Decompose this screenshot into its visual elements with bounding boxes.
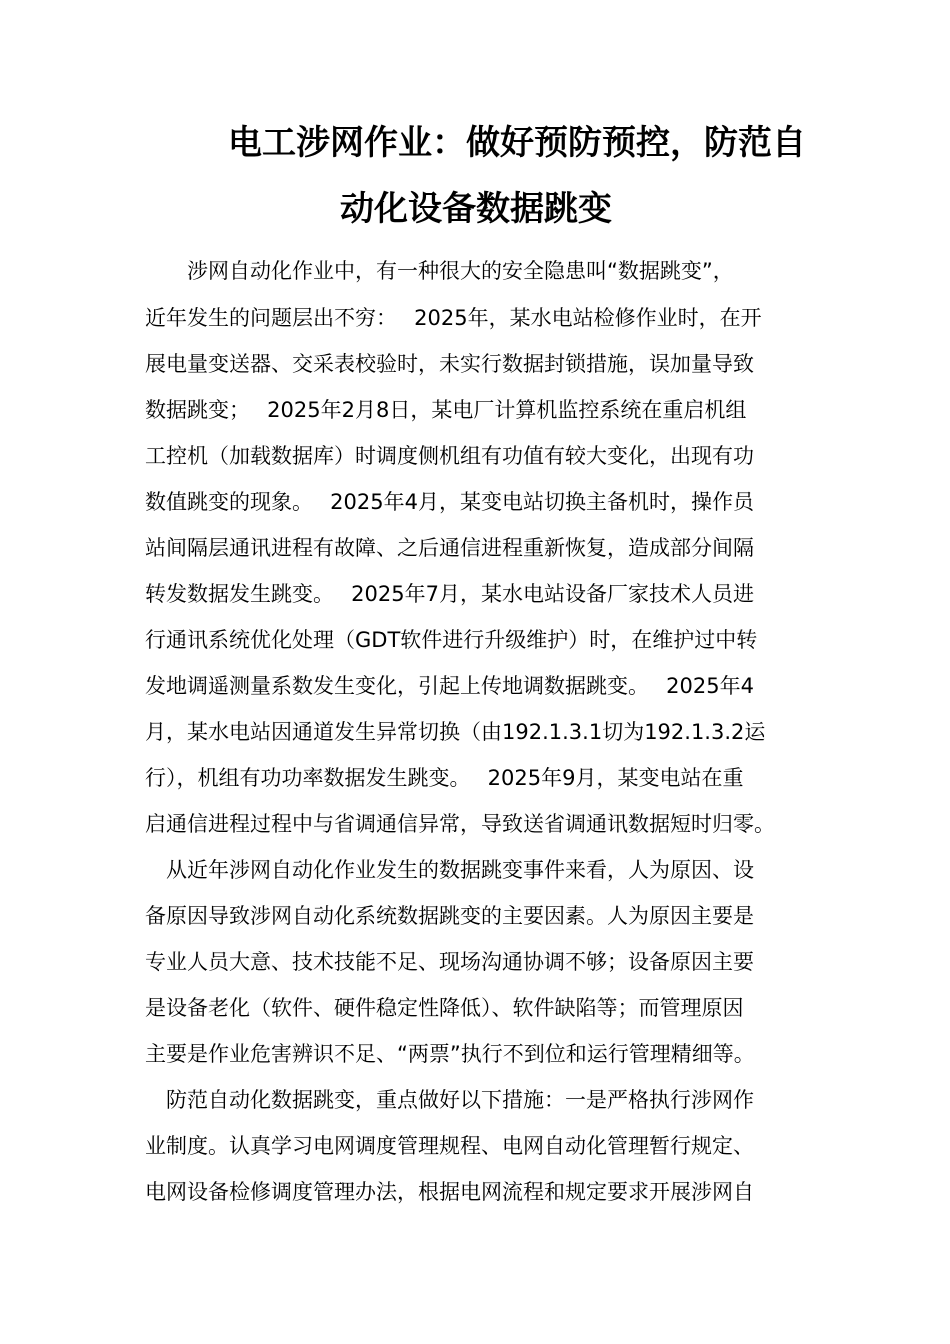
document-title-line-2: 动化设备数据跳变 <box>340 189 612 229</box>
body-line-17: 是设备老化（软件、硬件稳定性降低）、软件缺陷等；而管理原因 <box>145 996 744 1020</box>
body-line-20: 业制度。认真学习电网调度管理规程、电网自动化管理暂行规定、 <box>145 1134 754 1158</box>
body-line-4: 数据跳变； 2025年2月8日，某电厂计算机监控系统在重启机组 <box>145 398 747 422</box>
body-line-15: 备原因导致涉网自动化系统数据跳变的主要因素。人为原因主要是 <box>145 904 754 928</box>
body-line-21: 电网设备检修调度管理办法，根据电网流程和规定要求开展涉网自 <box>145 1180 754 1204</box>
body-line-16: 专业人员大意、技术技能不足、现场沟通协调不够；设备原因主要 <box>145 950 754 974</box>
body-line-18: 主要是作业危害辨识不足、“两票”执行不到位和运行管理精细等。 <box>145 1042 755 1066</box>
body-line-7: 站间隔层通讯进程有故障、之后通信进程重新恢复，造成部分间隔 <box>145 536 754 560</box>
body-line-6: 数值跳变的现象。 2025年4月，某变电站切换主备机时，操作员 <box>145 490 754 514</box>
document-title-line-1: 电工涉网作业：做好预防预控，防范自 <box>228 123 806 163</box>
body-line-13: 启通信进程过程中与省调通信异常，导致送省调通讯数据短时归零。 <box>145 812 775 836</box>
body-line-9: 行通讯系统优化处理（GDT软件进行升级维护）时，在维护过中转 <box>145 628 758 652</box>
body-line-10: 发地调遥测量系数发生变化，引起上传地调数据跳变。 2025年4 <box>145 674 754 698</box>
body-line-8: 转发数据发生跳变。 2025年7月，某水电站设备厂家技术人员进 <box>145 582 754 606</box>
body-line-5: 工控机（加载数据库）时调度侧机组有功值有较大变化，出现有功 <box>145 444 754 468</box>
body-line-2: 近年发生的问题层出不穷： 2025年，某水电站检修作业时，在开 <box>145 306 762 330</box>
body-line-3: 展电量变送器、交采表校验时，未实行数据封锁措施，误加量导致 <box>145 352 754 376</box>
body-line-1: 涉网自动化作业中，有一种很大的安全隐患叫“数据跳变”， <box>145 259 734 283</box>
body-line-19: 防范自动化数据跳变，重点做好以下措施：一是严格执行涉网作 <box>145 1088 754 1112</box>
body-line-12: 行），机组有功功率数据发生跳变。 2025年9月，某变电站在重 <box>145 766 744 790</box>
body-line-11: 月，某水电站因通道发生异常切换（由192.1.3.1切为192.1.3.2运 <box>145 720 766 744</box>
body-line-14: 从近年涉网自动化作业发生的数据跳变事件来看，人为原因、设 <box>145 858 754 882</box>
